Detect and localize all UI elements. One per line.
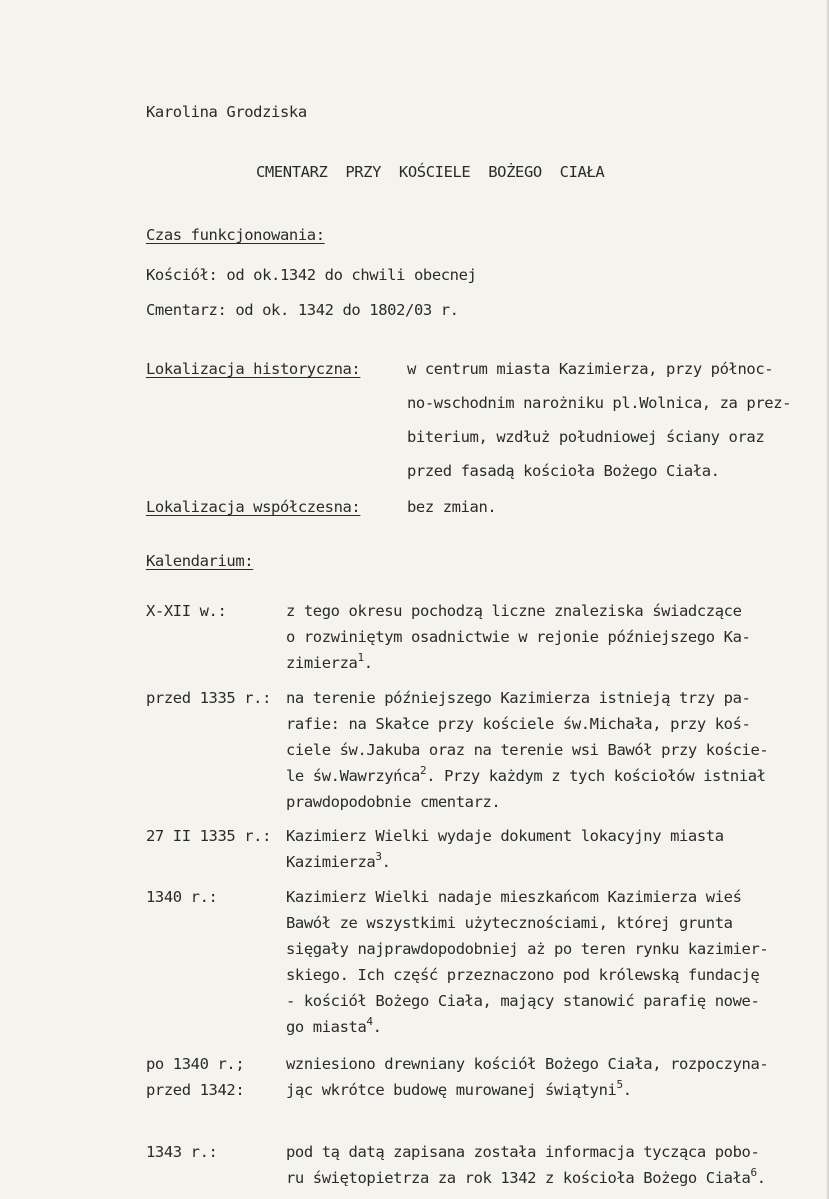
entry-date: 1343 r.:	[146, 1143, 218, 1161]
entry-line: Kazimierz Wielki wydaje dokument lokacyjny miasta	[286, 827, 724, 845]
entry-line: skiego. Ich część przeznaczono pod królewską fundację	[286, 966, 760, 984]
entry-line: z tego okresu pochodzą liczne znaleziska świadczące	[286, 602, 742, 620]
document-title: CMENTARZ PRZY KOŚCIELE BOŻEGO CIAŁA	[256, 163, 605, 181]
footnote-marker: 3	[375, 850, 382, 863]
lok-hist-line: przed fasadą kościoła Bożego Ciała.	[407, 462, 720, 480]
entry-line: le św.Wawrzyńca$^2$. Przy każdym z tych kościołów istniał	[286, 764, 766, 785]
entry-date: przed 1335 r.:	[146, 689, 272, 707]
footnote-marker: 6	[750, 1166, 757, 1179]
lok-wsp-value: bez zmian.	[407, 498, 497, 516]
entry-line: Kazimierza$^3$.	[286, 850, 391, 871]
entry-date: 1340 r.:	[146, 888, 218, 906]
footnote-marker: 5	[616, 1078, 623, 1091]
entry-line: pod tą datą zapisana została informacja tycząca pobo-	[286, 1143, 760, 1161]
cmentarz-line: Cmentarz: od ok. 1342 do 1802/03 r.	[146, 301, 459, 319]
entry-line: - kościół Bożego Ciała, mający stanowić parafię nowe-	[286, 992, 760, 1010]
lok-wsp-label: Lokalizacja współczesna:	[146, 498, 361, 516]
entry-date: przed 1342:	[146, 1081, 245, 1099]
entry-date: X-XII w.:	[146, 602, 227, 620]
lok-hist-line: w centrum miasta Kazimierza, przy północ-	[407, 360, 774, 378]
entry-line: Kazimierz Wielki nadaje mieszkańcom Kazimierza wieś	[286, 888, 742, 906]
entry-date: 27 II 1335 r.:	[146, 827, 272, 845]
author: Karolina Grodziska	[146, 103, 307, 121]
footnote-marker: 1	[357, 651, 364, 664]
entry-line: o rozwiniętym osadnictwie w rejonie późniejszego Ka-	[286, 628, 751, 646]
lok-hist-label: Lokalizacja historyczna:	[146, 360, 361, 378]
entry-line: jąc wkrótce budowę murowanej świątyni$^5$.	[286, 1078, 632, 1099]
entry-line: prawdopodobnie cmentarz.	[286, 793, 501, 811]
kosciol-line: Kościół: od ok.1342 do chwili obecnej	[146, 266, 477, 284]
entry-line: Bawół ze wszystkimi użytecznościami, której grunta	[286, 914, 733, 932]
kalendarium-label: Kalendarium:	[146, 552, 254, 570]
czas-label: Czas funkcjonowania:	[146, 226, 325, 244]
entry-line: ru świętopietrza za rok 1342 z kościoła Bożego Ciała$^6$.	[286, 1166, 766, 1187]
lok-hist-line: biterium, wzdłuż południowej ściany oraz	[407, 428, 765, 446]
entry-line: wzniesiono drewniany kościół Bożego Ciała, rozpoczyna-	[286, 1055, 769, 1073]
entry-line: ciele św.Jakuba oraz na terenie wsi Bawół przy koście-	[286, 741, 769, 759]
entry-line: sięgały najprawdopodobniej aż po teren rynku kazimier-	[286, 940, 769, 958]
entry-line: zimierza$^1$.	[286, 651, 373, 672]
footnote-marker: 4	[366, 1015, 373, 1028]
footnote-marker: 2	[419, 764, 427, 777]
lok-hist-line: no-wschodnim narożniku pl.Wolnica, za prez-	[407, 394, 792, 412]
entry-line: rafie: na Skałce przy kościele św.Michała, przy koś-	[286, 715, 751, 733]
entry-line: na terenie późniejszego Kazimierza istnieją trzy pa-	[286, 689, 751, 707]
entry-line: go miasta$^4$.	[286, 1015, 382, 1036]
entry-date: po 1340 r.;	[146, 1055, 245, 1073]
